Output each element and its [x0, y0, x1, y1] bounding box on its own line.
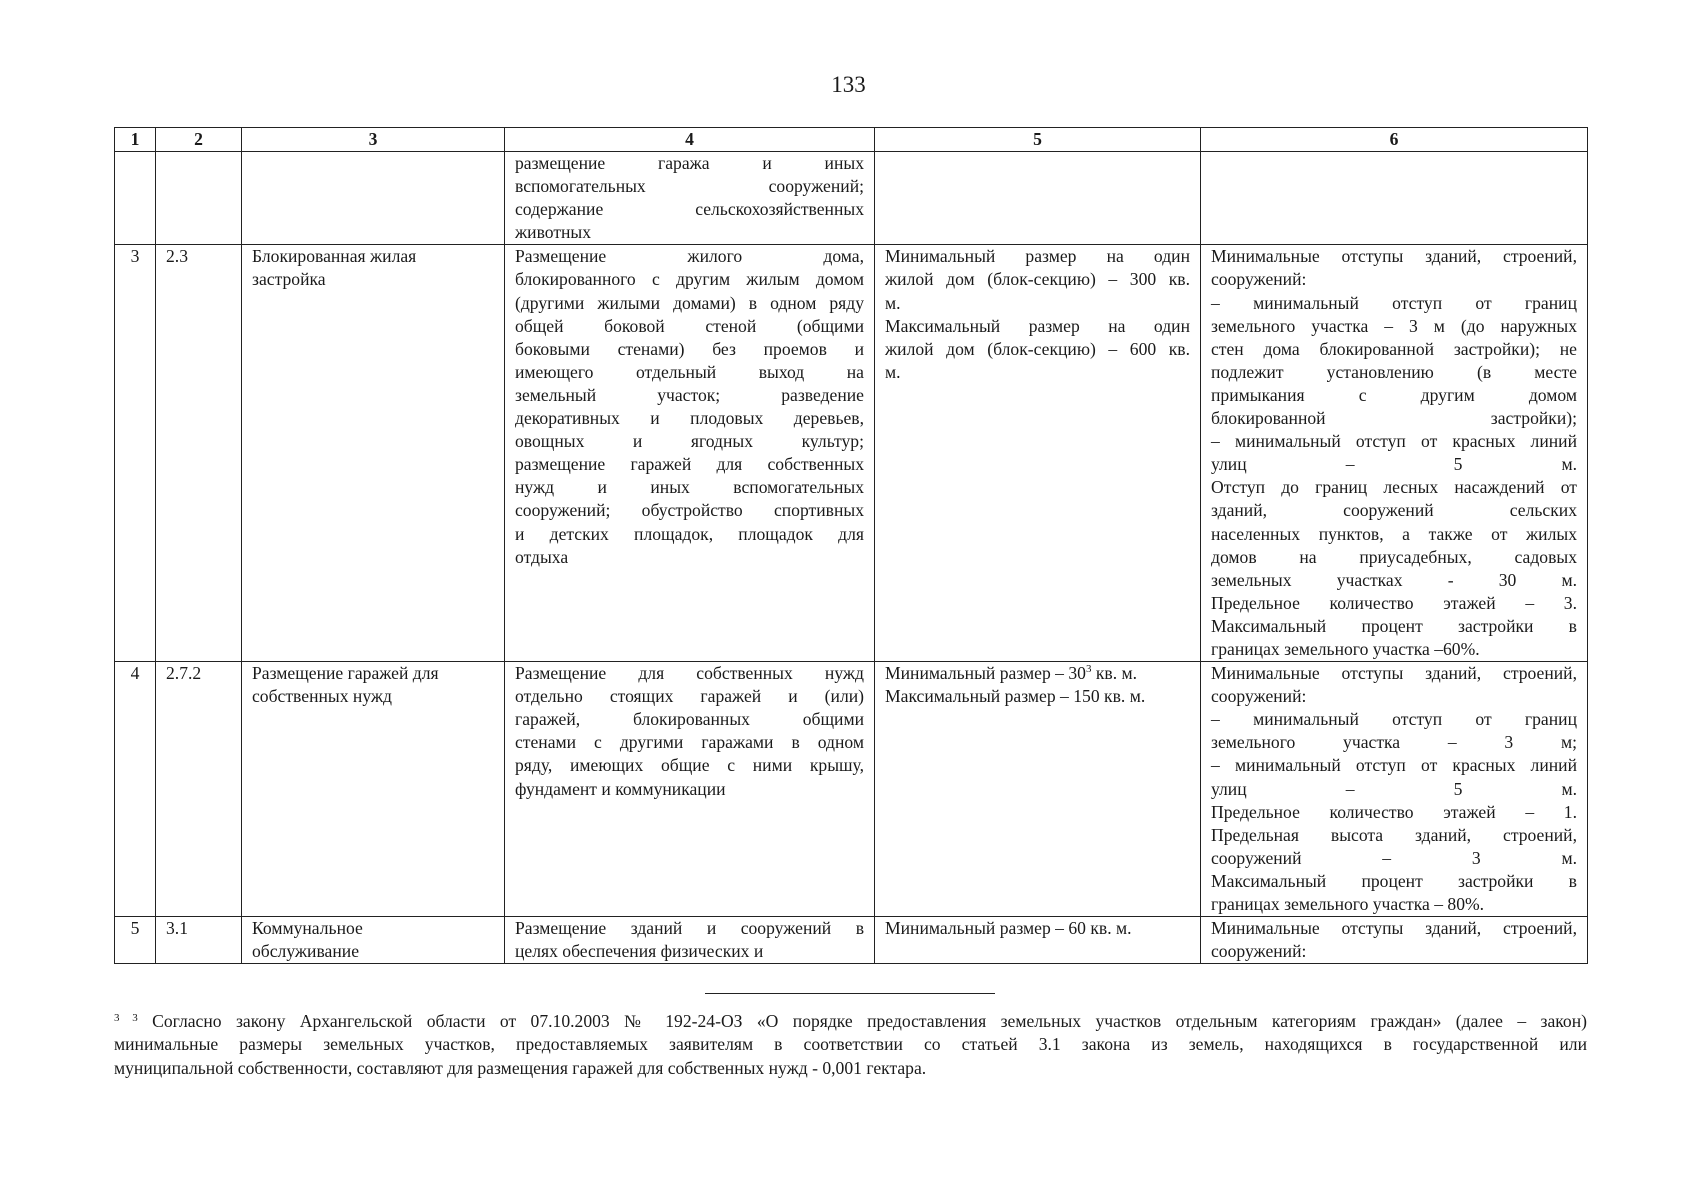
- cell-line: границах земельного участка –60%.: [1211, 638, 1480, 659]
- cell-line: сооружений – 3 м.: [1211, 847, 1577, 868]
- cell-line: собственных нужд: [252, 686, 393, 707]
- code-cell: 2.7.2: [156, 662, 242, 917]
- cell-line: и детских площадок, площадок для: [515, 523, 864, 544]
- cell-line: блокированного с другим жилым домом: [515, 269, 864, 290]
- footnote-line: муниципальной собственности, составляют для размещения гаражей для собственных нужд - 0,001 гектара.: [114, 1057, 927, 1078]
- cell-line: Отступ до границ лесных насаждений от: [1211, 477, 1577, 498]
- description-cell: [505, 917, 875, 964]
- cell-line: имеющего отдельный выход на: [515, 361, 864, 382]
- plot-size-cell: [875, 917, 1201, 964]
- header-row: [115, 128, 1588, 152]
- plot-size-cell: [875, 245, 1201, 662]
- cell-line: Размещение гаражей для: [252, 663, 439, 684]
- footnote-line: минимальные размеры земельных участков, предоставляемых заявителям в соответствии со статьей 3.1 закона из земель, находящихся в государственной или: [114, 1034, 1587, 1055]
- plot-size-cell: [875, 152, 1201, 245]
- header-col-5: 5: [875, 128, 1201, 152]
- cell-line: содержание сельскохозяйственных: [515, 199, 864, 220]
- setbacks-cell: [1201, 245, 1588, 662]
- code-cell: 3.1: [156, 917, 242, 964]
- cell-line: застройка: [252, 269, 326, 290]
- cell-line: Минимальные отступы зданий, строений,: [1211, 246, 1577, 267]
- use-type-cell: [242, 917, 505, 964]
- cell-line: Размещение жилого дома,: [515, 246, 864, 267]
- cell-line: боковыми стенами) без проемов и: [515, 338, 864, 359]
- cell-line: Максимальный процент застройки в: [1211, 615, 1577, 636]
- cell-line: Минимальный размер на один: [885, 246, 1190, 267]
- setbacks-cell: [1201, 152, 1588, 245]
- cell-line: земельного участка – 3 м;: [1211, 732, 1577, 753]
- cell-line: (другими жилыми домами) в одном ряду: [515, 292, 864, 313]
- cell-line: Блокированная жилая: [252, 246, 417, 267]
- cell-line: Максимальный размер на один: [885, 315, 1190, 336]
- row-number-cell: 4: [115, 662, 156, 917]
- cell-line: Максимальный процент застройки в: [1211, 870, 1577, 891]
- cell-line: Минимальные отступы зданий, строений,: [1211, 663, 1577, 684]
- footnote: [114, 1010, 1587, 1080]
- cell-line: Предельное количество этажей – 1.: [1211, 801, 1577, 822]
- cell-line: улиц – 5 м.: [1211, 778, 1577, 799]
- min-size-text: Минимальный размер – 30: [885, 663, 1086, 684]
- setbacks-cell: [1201, 662, 1588, 917]
- use-type-cell: [242, 662, 505, 917]
- cell-line: земельных участках - 30 м.: [1211, 569, 1577, 590]
- header-col-1: 1: [115, 128, 156, 152]
- cell-line: целях обеспечения физических и: [515, 941, 764, 962]
- cell-line: декоративных и плодовых деревьев,: [515, 408, 864, 429]
- row-number-cell: 3: [115, 245, 156, 662]
- cell-line: примыкания с другим домом: [1211, 384, 1577, 405]
- description-cell: [505, 245, 875, 662]
- cell-line: – минимальный отступ от границ: [1211, 292, 1577, 313]
- footnote-text: Согласно закону Архангельской области от 07.10.2003 № 192-24-ОЗ «О порядке предоставления земельных участков отдельным категориям граждан» (далее – закон): [137, 1011, 1587, 1031]
- cell-line: Предельная высота зданий, строений,: [1211, 824, 1577, 845]
- header-col-3: 3: [242, 128, 505, 152]
- cell-line: – минимальный отступ от красных линий: [1211, 755, 1577, 776]
- cell-line: населенных пунктов, а также от жилых: [1211, 523, 1577, 544]
- cell-line: вспомогательных сооружений;: [515, 176, 864, 197]
- page-number: 133: [831, 72, 866, 97]
- footnote-reference: 3: [1085, 663, 1092, 676]
- cell-line: м.: [885, 361, 901, 382]
- cell-line: Максимальный размер – 150 кв. м.: [885, 686, 1146, 707]
- row-number-cell: 5: [115, 917, 156, 964]
- cell-line: стен дома блокированной застройки); не: [1211, 338, 1577, 359]
- footnote-line: [114, 1010, 1587, 1033]
- cell-line: земельный участок; разведение: [515, 384, 864, 405]
- cell-line: сооружений:: [1211, 941, 1307, 962]
- zoning-table: [114, 127, 1588, 964]
- cell-line: ряду, имеющих общие с ними крышу,: [515, 755, 864, 776]
- description-cell: [505, 662, 875, 917]
- header-col-4: 4: [505, 128, 875, 152]
- cell-line: – минимальный отступ от красных линий: [1211, 431, 1577, 452]
- code-cell: 2.3: [156, 245, 242, 662]
- table-row: [115, 662, 1588, 917]
- cell-line: [885, 662, 1190, 685]
- header-col-6: 6: [1201, 128, 1588, 152]
- cell-line: гаражей, блокированных общими: [515, 709, 864, 730]
- cell-line: нужд и иных вспомогательных: [515, 477, 864, 498]
- setbacks-cell: [1201, 917, 1588, 964]
- code-cell: [156, 152, 242, 245]
- cell-line: размещение гаража и иных: [515, 153, 864, 173]
- cell-line: Минимальный размер – 60 кв. м.: [885, 918, 1132, 939]
- cell-line: подлежит установлению (в месте: [1211, 361, 1577, 382]
- cell-line: отдыха: [515, 546, 569, 567]
- table-row: [115, 917, 1588, 964]
- cell-line: блокированной застройки);: [1211, 408, 1577, 429]
- cell-line: жилой дом (блок-секцию) – 300 кв.: [885, 269, 1190, 290]
- description-cell: [505, 152, 875, 245]
- cell-line: Предельное количество этажей – 3.: [1211, 592, 1577, 613]
- row-number-cell: [115, 152, 156, 245]
- cell-line: общей боковой стеной (общими: [515, 315, 864, 336]
- cell-line: Размещение для собственных нужд: [515, 663, 864, 684]
- cell-line: Размещение зданий и сооружений в: [515, 918, 864, 939]
- cell-line: границах земельного участка – 80%.: [1211, 894, 1485, 914]
- use-type-cell: [242, 152, 505, 245]
- cell-line: фундамент и коммуникации: [515, 778, 726, 799]
- use-type-cell: [242, 245, 505, 662]
- plot-size-cell: [875, 662, 1201, 917]
- cell-line: – минимальный отступ от границ: [1211, 709, 1577, 730]
- cell-line: домов на приусадебных, садовых: [1211, 546, 1577, 567]
- cell-line: сооружений; обустройство спортивных: [515, 500, 864, 521]
- cell-line: обслуживание: [252, 941, 359, 962]
- cell-line: сооружений:: [1211, 686, 1307, 707]
- min-size-unit: кв. м.: [1091, 663, 1138, 684]
- cell-line: жилой дом (блок-секцию) – 600 кв.: [885, 338, 1190, 359]
- cell-line: стенами с другими гаражами в одном: [515, 732, 864, 753]
- cell-line: зданий, сооружений сельских: [1211, 500, 1577, 521]
- footnote-marker: 3 3: [114, 1012, 138, 1024]
- cell-line: м.: [885, 292, 901, 313]
- cell-line: отдельно стоящих гаражей и (или): [515, 686, 864, 707]
- cell-line: размещение гаражей для собственных: [515, 454, 864, 475]
- footnote-separator: [705, 993, 995, 994]
- cell-line: овощных и ягодных культур;: [515, 431, 864, 452]
- cell-line: земельного участка – 3 м (до наружных: [1211, 315, 1577, 336]
- cell-line: сооружений:: [1211, 269, 1307, 290]
- cell-line: Коммунальное: [252, 918, 363, 939]
- cell-line: животных: [515, 222, 592, 243]
- header-col-2: 2: [156, 128, 242, 152]
- table-row: [115, 152, 1588, 245]
- cell-line: улиц – 5 м.: [1211, 454, 1577, 475]
- table-row: [115, 245, 1588, 662]
- cell-line: Минимальные отступы зданий, строений,: [1211, 918, 1577, 939]
